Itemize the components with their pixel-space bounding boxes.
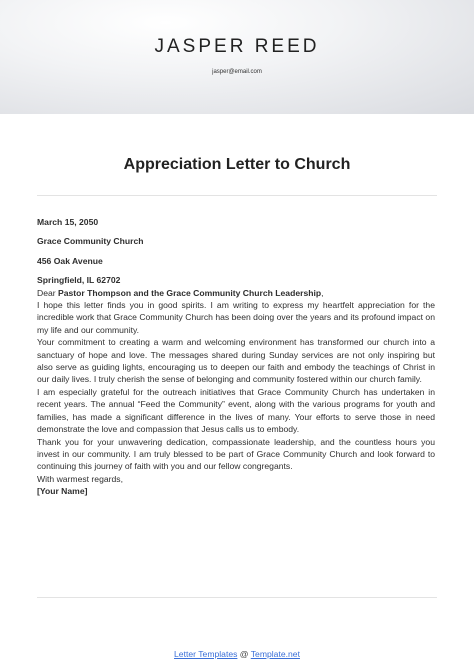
- paragraph-1: I hope this letter finds you in good spirits. I am writing to express my heartfelt appreciation for the incredible work that Grace Community Church has been doing over the years and its profound impact on my life and our community.: [37, 300, 435, 335]
- closing: With warmest regards,: [37, 473, 123, 484]
- signature: [Your Name]: [37, 486, 88, 497]
- paragraph-2: Your commitment to creating a warm and welcoming environment has transformed our church into a sanctuary of hope and love. The messages shared during Sunday services are not only inspiring but also serve as guiding lights, encouraging us to deepen our faith and embody the teachings of Christ in our daily lives. I truly cherish the sense of belonging and community fostered within our church family.: [37, 337, 435, 385]
- recipient-street: 456 Oak Avenue: [37, 255, 103, 266]
- letterhead: [0, 0, 474, 114]
- recipient-city: Springfield, IL 62702: [37, 275, 121, 286]
- salutation: [37, 287, 435, 299]
- letter-date: March 15, 2050: [37, 217, 99, 227]
- sender-name: JASPER REED: [154, 36, 320, 57]
- template-net-link[interactable]: Template.net: [250, 649, 300, 659]
- salutation-prefix: Dear: [37, 287, 59, 298]
- footer-separator: @: [237, 649, 251, 659]
- salutation-suffix: ,: [321, 287, 324, 298]
- salutation-name: Pastor Thompson and the Grace Community Church Leadership: [58, 287, 322, 298]
- sender-email: jasper@email.com: [212, 69, 262, 75]
- recipient-organization: Grace Community Church: [37, 236, 144, 247]
- paragraph-3: I am especially grateful for the outreach initiatives that Grace Community Church has undertaken in recent years. The annual “Feed the Community” event, along with the various programs for youth and families, has made a significant difference in the lives of many. Your efforts to serve those in need demonstrate the love and compassion that Jesus calls us to embody.: [37, 386, 435, 435]
- title-divider: [37, 195, 437, 196]
- document-title: Appreciation Letter to Church: [123, 156, 351, 173]
- footer: [0, 649, 474, 659]
- footer-divider: [37, 597, 437, 598]
- paragraph-4: Thank you for your unwavering dedication, compassionate leadership, and the countless hours you invest in our community. I am truly blessed to be part of Grace Community Church and look forward to continuing this journey of faith with you and our fellow congregants.: [37, 436, 435, 472]
- letter-templates-link[interactable]: Letter Templates: [174, 649, 238, 659]
- letter-body: [37, 216, 435, 498]
